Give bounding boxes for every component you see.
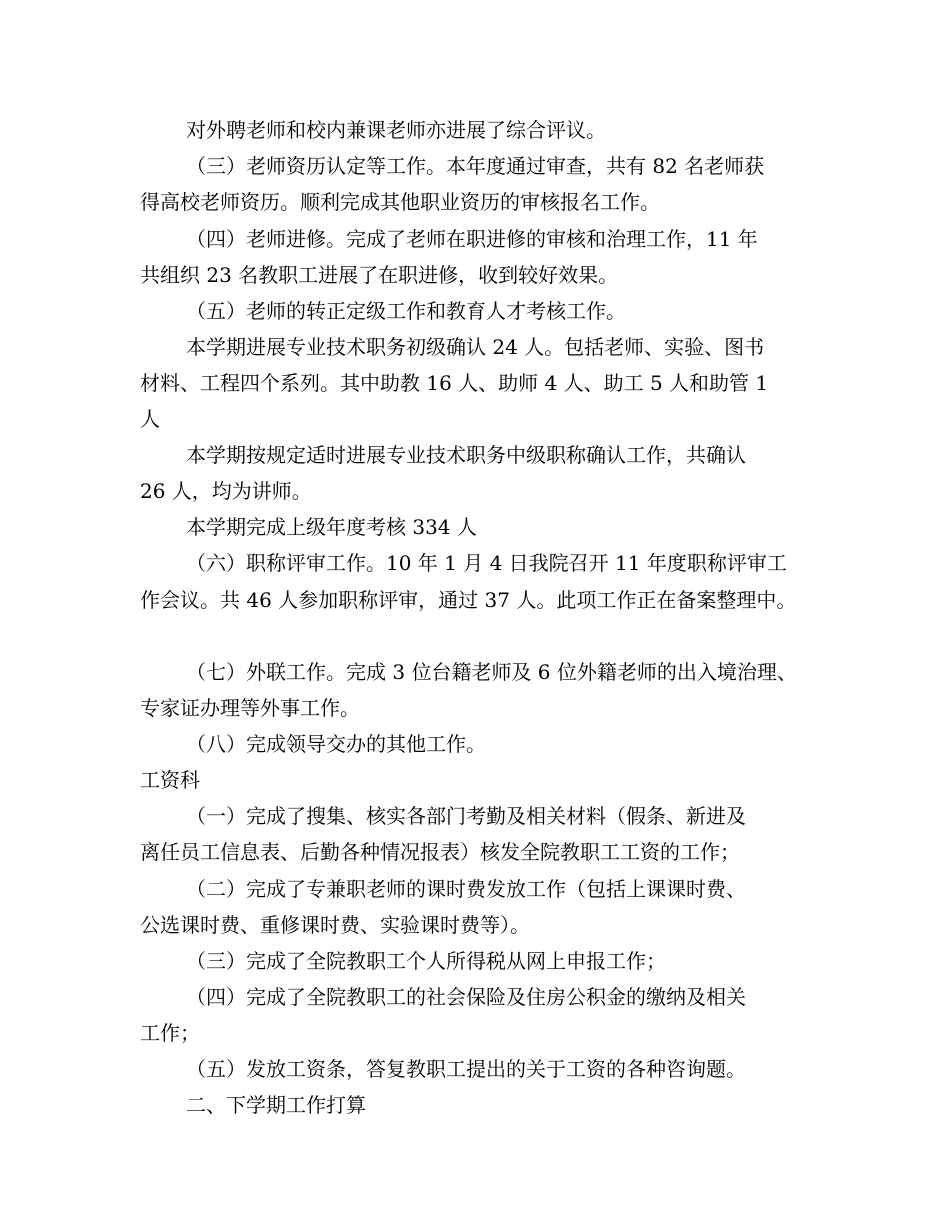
text-line: 公选课时费、重修课时费、实验课时费等）。	[140, 913, 530, 937]
text-line: 共组织 23 名教职工进展了在职进修，收到较好效果。	[140, 263, 619, 287]
text-line: 对外聘老师和校内兼课老师亦进展了综合评议。	[186, 118, 606, 142]
text-line: 人	[140, 407, 160, 431]
text-line: 作会议。共 46 人参加职称评审，通过 37 人。此项工作正在备案整理中。	[140, 588, 797, 612]
text-line: （八）完成领导交办的其他工作。	[186, 732, 486, 756]
text-line: 材料、工程四个系列。其中助教 16 人、助师 4 人、助工 5 人和助管 1	[140, 371, 769, 395]
text-line: 离任员工信息表、后勤各种情况报表）核发全院教职工工资的工作；	[140, 840, 740, 864]
text-line: 本学期按规定适时进展专业技术职务中级职称确认工作，共确认	[186, 443, 746, 467]
text-line: （七）外联工作。完成 3 位台籍老师及 6 位外籍老师的出入境治理、	[186, 660, 797, 684]
text-line: 26 人，均为讲师。	[140, 479, 312, 503]
text-line: （四）老师进修。完成了老师在职进修的审核和治理工作，11 年	[186, 227, 758, 251]
text-line: （三）完成了全院教职工个人所得税从网上申报工作；	[186, 949, 666, 973]
text-line: 本学期进展专业技术职务初级确认 24 人。包括老师、实验、图书	[186, 335, 765, 359]
text-line: （五）老师的转正定级工作和教育人才考核工作。	[186, 299, 626, 323]
section-heading: 二、下学期工作打算	[186, 1093, 366, 1117]
text-line: （五）发放工资条，答复教职工提出的关于工资的各种咨询题。	[186, 1057, 746, 1081]
section-heading: 工资科	[140, 768, 200, 792]
text-line: （二）完成了专兼职老师的课时费发放工作（包括上课课时费、	[186, 877, 746, 901]
text-line: （一）完成了搜集、核实各部门考勤及相关材料（假条、新进及	[186, 804, 746, 828]
text-line: （三）老师资历认定等工作。本年度通过审查，共有 82 名老师获	[186, 154, 765, 178]
text-line: （六）职称评审工作。10 年 1 月 4 日我院召开 11 年度职称评审工	[186, 551, 787, 575]
text-line: 专家证办理等外事工作。	[140, 696, 360, 720]
text-line: （四）完成了全院教职工的社会保险及住房公积金的缴纳及相关	[186, 985, 746, 1009]
text-line: 得高校老师资历。顺利完成其他职业资历的审核报名工作。	[140, 190, 660, 214]
text-line: 工作；	[140, 1021, 200, 1045]
text-line: 本学期完成上级年度考核 334 人	[186, 515, 477, 539]
